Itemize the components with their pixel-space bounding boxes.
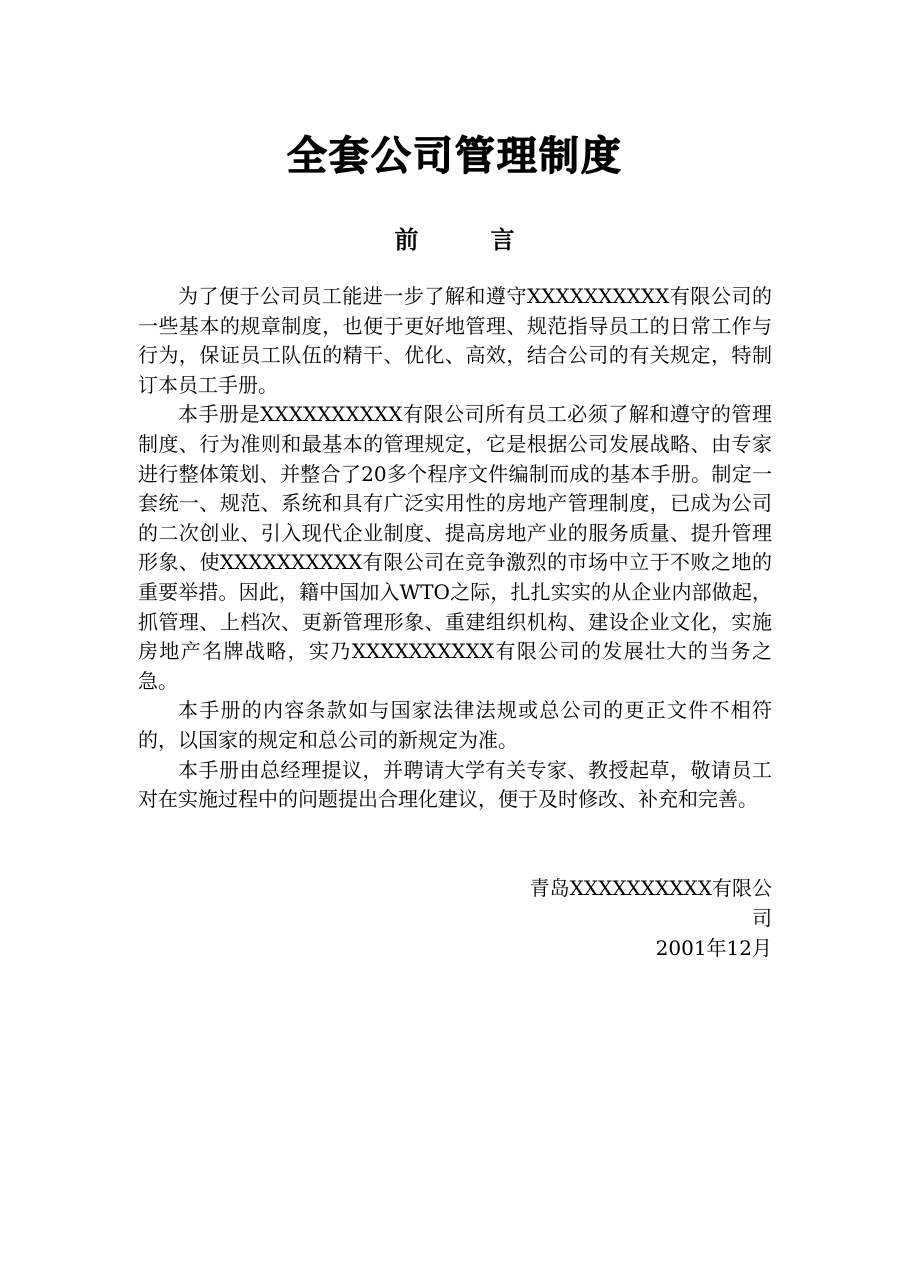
document-title: 全套公司管理制度: [286, 133, 623, 179]
preface-heading-char-1: 前: [394, 226, 419, 254]
signature-company-line-2: 司: [752, 906, 772, 930]
preface-heading: [0, 222, 909, 258]
paragraph-4: 本手册由总经理提议，并聘请大学有关专家、教授起草，敬请员工对在实施过程中的问题提出合理化建议，便于及时修改、补充和完善。: [138, 757, 772, 812]
preface-body: [138, 282, 772, 815]
preface-heading-char-2: 言: [490, 226, 515, 254]
paragraph-1: 为了便于公司员工能进一步了解和遵守XXXXXXXXXX有限公司的一些基本的规章制度，也便于更好地管理、规范指导员工的日常工作与行为，保证员工队伍的精干、优化、高效，结合公司的有关规定，特制订本员工手册。: [138, 284, 772, 397]
signature-date: 2001年12月: [655, 936, 772, 960]
paragraph-2: 本手册是XXXXXXXXXX有限公司所有员工必须了解和遵守的管理制度、行为准则和最基本的管理规定，它是根据公司发展战略、由专家进行整体策划、并整合了20多个程序文件编制而成的基本手册。制定一套统一、规范、系统和具有广泛实用性的房地产管理制度，已成为公司的二次创业、引入现代企业制度、提高房地产业的服务质量、提升管理形象、使XXXXXXXXXX有限公司在竞争激烈的市场中立于不败之地的重要举措。因此，籍中国加入WTO之际，扎扎实实的从企业内部做起，抓管理、上档次、更新管理形象、重建组织机构、建设企业文化，实施房地产名牌战略，实乃XXXXXXXXXX有限公司的发展壮大的当务之急。: [138, 402, 772, 693]
signature-company-line-1: 青岛XXXXXXXXXX有限公: [529, 876, 772, 900]
signature-block: [512, 873, 772, 963]
paragraph-3: 本手册的内容条款如与国家法律法规或总公司的更正文件不相符的，以国家的规定和总公司的新规定为准。: [138, 698, 772, 752]
